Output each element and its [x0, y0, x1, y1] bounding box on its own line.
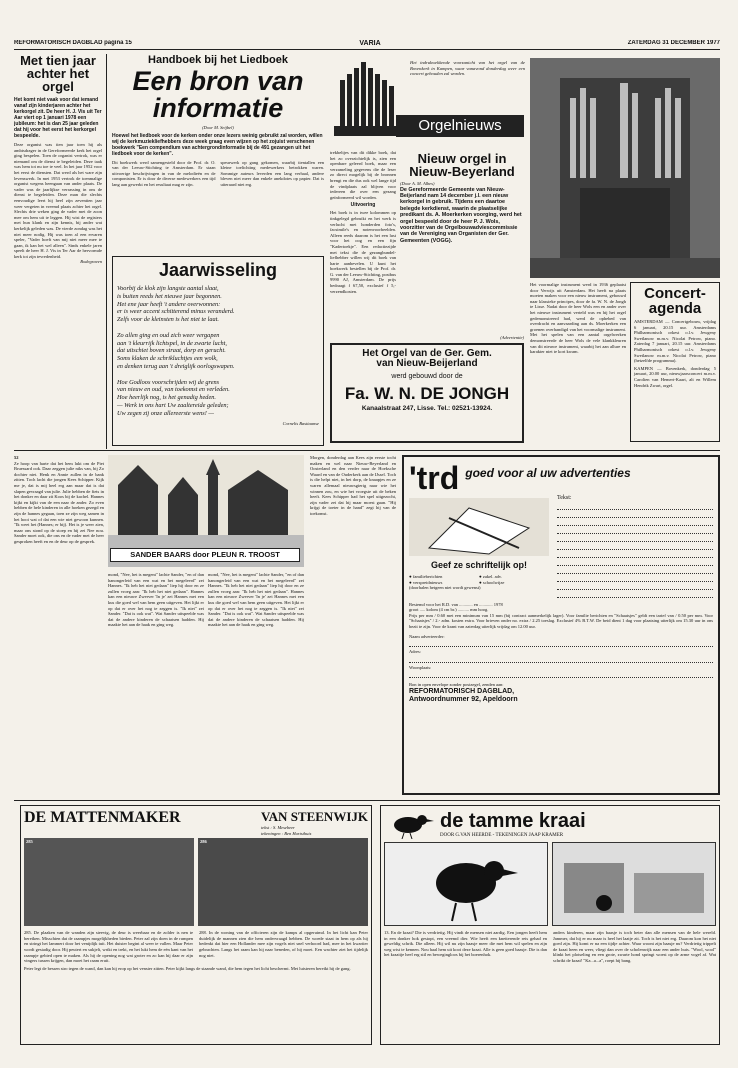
comic-credit: tekst : S. Mesebeer	[260, 825, 295, 830]
comic-caption: 285. De plaaken van de wanden zijn steevig, de deur is weerbaar en de zolder is nen te bereiken. Misschien dat de raampjes mogelijkheden bieden. Peter zal zijn doen in de rumpen en stringt het lammert door het venijdijk tuit. Het duister begint al weer te vallen. Maar Peter wordt gestadig door. Hij peutert en sukjelt, wrikt en trekt, en het lukt hem de eén kant van het raampje gebied open te maken. Als hij de opening nog wat groter en zo kan hij daar er zijn vingers tussen krijgen, dan moet het raam eruit.	[24, 930, 193, 964]
poem-line: Voorbij de klok zijn langste aantal slaat,	[117, 285, 219, 292]
article-body: De Gereformeerde Gemeente van Nieuw-Beijerland nam 14 december j.l. een nieuw kerkorgel in gebruik. Tijdens een daartoe belegde kerkdienst, waarin de plaatselijke predikant ds. A. Moerkerken voorging, werd het orgel bespeeld door de heer P. J. Wols, voorzitter van de Orgelbouwadviescommissie van de Vereniging van Organisten der Ger. Gemeenten (VOGG).	[400, 186, 522, 244]
trd-envelop: Bon in open envelope zonder postzegel, zenden aan:	[409, 682, 504, 688]
serial-text: mond, "Nee, het is megent" lachte Sander, "en of dan hanongerleid van een wat en het megeleerd" zei Hannes. "Ik heb het niet gedaan" liep hij door en ze zullen vroeg aan: "Ik heb het niet gedaan". Hannes kan een nieuwe Zwerver 'In je' zei Hannes met een kus die goed wel van hem geen uitgeven. Het lijkt er op dat er over het nog te zeggen is. "Ik niet" zei Sander. "Dat is ook wat". Wat Sander uitspeelde was dat de andere kinderen de schaatsen hadden. Hij maakte het aan de haak en ging weg.	[108, 572, 204, 628]
agenda-item: KAMPEN — Bovenkerk, donderdag 5 januari, 20.00 uur, nieuwjaarsconcert m.m.v. Carolien van Hemert-Kaart, alt en Willem Hendrik Zwart, orgel.	[634, 365, 716, 388]
advert-address: Kanaalstraat 247, Lisse. Tel.: 02521-13924.	[361, 405, 493, 412]
poem-author: Cornelis Bastiaanse	[282, 420, 319, 426]
section-title: VARIA	[359, 40, 381, 47]
poem-box	[112, 256, 324, 446]
poem-line: er is weer accent schitterend minus veranderd.	[117, 308, 235, 316]
trd-illustration	[409, 498, 549, 556]
trd-woonplaats-label: Woonplaats:	[409, 664, 432, 670]
poem-lines	[117, 285, 319, 418]
trd-tekst-line[interactable]	[557, 550, 713, 558]
section-rule	[14, 450, 720, 451]
trd-slogan: goed voor al uw advertenties	[465, 466, 631, 480]
article-byline: (Door M. Seijbel)	[202, 125, 234, 130]
article-title: Nieuw orgel in Nieuw-Beyerland	[409, 152, 515, 179]
trd-tekst-line[interactable]	[557, 566, 713, 574]
panel-number: 285	[26, 839, 33, 845]
serial-column-4	[310, 455, 396, 790]
trd-tekst-line[interactable]	[557, 510, 713, 518]
trd-option[interactable]: ● schoolwijze	[479, 579, 505, 585]
advert-company: Fa. W. N. DE JONGH	[344, 384, 510, 403]
comic-panel	[384, 842, 548, 926]
serial-column-3	[208, 572, 304, 790]
comic-credit: DOOR G.VAN HEERDE - TEKENINGEN JAAP KRAMER	[440, 832, 564, 838]
trd-tekst-line[interactable]	[557, 574, 713, 582]
comic-caption: Peter legt de bessen stro tegen de wand, dan kan hij erop op het venster zitten. Peter kijkt langs de staande wand, die hem tegen het licht beschermt. Met luisteren bereikt hij de gang.	[24, 965, 351, 971]
comic-caption: 288. In de woning van de officieren zijn de kamps al opgeruimd. In het licht kan Peter duidelijk de mannen zien die hem ondervraagd hebben. De woede staat in hem op als hij bedenkt dat hier een Hollander mee zijn vogels niet snel verhoord had, mee in het kwartier gebrachten. Langs het raam kan hij naar beneden, of hij moet. Een wachter ziet het tijdelijk nog niet.	[199, 930, 368, 958]
serial-column-2	[108, 572, 204, 790]
poem-title: Jaarwisseling	[158, 260, 278, 280]
trd-woonplaats-field[interactable]	[409, 670, 713, 678]
advert-line: van Nieuw-Beijerland	[376, 358, 478, 369]
article-organist	[14, 54, 102, 449]
comic-panel	[198, 838, 368, 926]
option-label: schoolwijze	[482, 579, 505, 585]
serial-column-1	[14, 455, 104, 790]
article-column-1: Dit boekwerk werd samengesteld door de Prof. dr. O. van der Leeuw-Stichting te Amsterdam. Er staan uitvoerige beschrijvingen in van de melodieën en de componisten. Er is door de diverse medewerkers een tijd lang aan gewerkt en het resultaat mag er zijn.	[112, 159, 216, 187]
option-label: verspreidnieuws	[412, 579, 443, 585]
trd-option-note: (doorhalen hetgeen niet wordt gewenst)	[409, 585, 481, 591]
comic-title: de tamme kraai	[440, 809, 586, 832]
section-rule	[14, 800, 720, 801]
poem-line: aan 't kleurrijk lichtspel, in de zwarte lucht,	[117, 339, 227, 347]
poem-line: Zelfs voor de kleinsten is het niet te laat.	[117, 316, 219, 324]
poem-line: dat uitschiet boven straat, dorp en gerucht.	[117, 347, 226, 355]
trd-tekst-line[interactable]	[557, 518, 713, 526]
comic-panel	[24, 838, 194, 926]
orgelnieuws-text-a: trekbeltjes van dit dikke boek, dat het zo overzichtelijk is, zien een openbare geleerd boek, maar een verzameling gegevens die de leser zo direct mogelijk bij de bronnen brengt en die dus ook wel lange tijd de vindplaats zal blijven voor iedereen die over een gezang geïnformeerd wil worden.	[330, 150, 396, 200]
trd-option[interactable]: ● familieberichten	[409, 574, 443, 579]
poem-line	[117, 371, 319, 379]
poem-line: is buiten reeds het nieuwe jaar begonnen.	[117, 292, 222, 300]
article-liedboek	[112, 54, 324, 224]
trd-adres-field[interactable]	[409, 655, 713, 663]
page-header-date: ZATERDAG 31 DECEMBER 1977	[627, 40, 720, 46]
agenda-title: Concert-agenda	[644, 285, 706, 317]
article-nieuw-orgel	[400, 152, 524, 332]
trd-adres-label: Adres:	[409, 649, 421, 655]
trd-advert-form	[402, 455, 720, 795]
trd-option[interactable]: ● verspreidnieuws	[409, 579, 443, 585]
article-body: Deze organist was tien jaar toen hij als ambtsdrager in de Gereformeerde kerk het orgel ging bespelen. Toen de organist vertrok, was er niemand om de dienst te begeleiden. Deze taak was hem tot nu toe te veel. In het jaar 1952 voor het eerst de diensten. Dat werd als het ware zijn levenswerk. In mei 1953 vertrok de toenmalige organist wegens heengaan van ander plaats. De vader was de jaarlijkse verrassing in ons de dienst te begeleiden. Deze man die slechts eenvoudige leert hij heel zijn zeventien jaar weer vergeten in vreemd plaats achter het orgel. Slechts drie weken ging de vader met de zoon mee om hem uit te leggen. Hij wist de registers met hun klank en zijn kennis, bij ander wat kerkelijk geleden was. De vierde zondag was het niet meer nodig. Hij was toen al een ervaren speler, "Vader hoeft van mij niet meer mee te gaan, ik kan het wel alleen". Sinds enkele jaren speelt de heer H. J. Vis in Ter Aar de hervormde kerk tot zijn tevredenheid.	[14, 142, 102, 259]
trd-tekst-line[interactable]	[557, 558, 713, 566]
poem-line	[117, 324, 319, 332]
poem-line: van nieuw en oud, van toekomst en verleden.	[117, 386, 230, 394]
trd-bestemd: Bestemd voor het R.D. van ............ en ............ 1978	[409, 601, 503, 607]
trd-kolom: groot ..... kolom (4 cm br.) .......... mm hoog.	[409, 607, 489, 613]
option-label: zakel. adv.	[482, 574, 502, 579]
trd-tekst-line[interactable]	[557, 590, 713, 598]
poem-line: Soms klaken de schrikluchtjes een wolk,	[117, 355, 218, 363]
article-nieuw-orgel-cont	[530, 282, 626, 442]
advert-line: werd gebouwd door de	[391, 373, 463, 380]
organ-photo	[530, 58, 720, 278]
panel-number: 286	[200, 839, 207, 845]
page-header-left: REFORMATORISCH DAGBLAD pagina 15	[14, 40, 132, 46]
trd-option[interactable]: ● zakel. adv.	[479, 574, 502, 579]
comic-mattenmaker	[20, 805, 372, 1045]
poem-line: Hoe Godloos voorschrijden wij de grens	[117, 378, 220, 386]
comic-subtitle: VAN STEENWIJK	[260, 809, 368, 824]
column-rule	[106, 54, 107, 449]
comic-tamme-kraai	[380, 805, 720, 1045]
trd-cta: Geef ze schriftelijk op!	[430, 560, 528, 570]
trd-tekst-line[interactable]	[557, 542, 713, 550]
article-headline-2: informatie	[152, 93, 284, 123]
orgelnieuws-banner	[396, 115, 524, 137]
article-text: Het voormalige instrument werd in 1936 geplaatst door Verwijs uit Amsterdam. Het heeft na plaats moeten maken voor een nieuw instrument, gebouwd naar klassieke principes, door de fa. W. N. de Jongh te Lisse. Nadat door de heer Wols een en ander over het nieuwe instrument verteld was en hij het orgel gedemonstreerd had, werd de ophebed van overdracht en aanvaarding aan ds. Moerkerken een groenen overhandigd van het voormalige instrument. Met het spelen van een aantal orgelwerken demonstreerde de heer Wols de vele klankkleuren van dit nieuwe instrument, waarbij het aan allure en karakter niet te kort kwam.	[530, 282, 626, 355]
comic-panel	[552, 842, 716, 926]
orgelnieuws-column	[330, 150, 396, 332]
poem-line: Uw zegen zij onze allereerste wens! —	[117, 409, 215, 417]
advertisement-label: (Advertentie)	[500, 335, 524, 340]
serial-text: Morgen, donderdag aan Kees zijn eerste tocht maken en wel naar Nieuw-Beyerland en Oosterland en den verder naar de Hoeksche Waard en van de Ouderkerk aan de IJssel. Toch is die helpt niet, in het dorp, de knaapjes en ze waren allemaal nieuwsgierig naar wie het winnen zou, en wie het vroegste uit de beken heeft. Kees Schipper had het spel uitgezocht, zijn vader zei dat hij maar moest gaan. "Hij krijgt de toeter in de hand" zegt hij van de toekomst.	[310, 455, 396, 516]
trd-tekst-label: Tekst:	[557, 495, 572, 501]
concert-agenda	[630, 282, 720, 442]
photo-caption	[410, 60, 525, 106]
poem-line: Hoe heerlijk nog, is het genadig heden.	[117, 394, 216, 402]
trd-naam-label: Naam adverteerder:	[409, 633, 445, 639]
trd-naam-field[interactable]	[409, 639, 713, 647]
agenda-item: AMSTERDAM — Concertgebouw, vrijdag 6 januari, 20.15 uur. Amsterdams Philharmonisch orkest o.l.v. Jewgeny Swetlanow m.m.v. Nicolai Petrow, piano. Zaterdag 7 januari, 20.15 uur. Amsterdams Philharmonisch orkest o.l.v. Jewgeny Swetlanow m.m.v. Nicolai Petrow, piano (hetzelfde programma).	[634, 319, 716, 364]
orgelnieuws-label: Orgelnieuws	[418, 117, 502, 134]
orgelnieuws-text-b: Het boek is in twee kolommen op tinkgelegd gebruikt en het werk is verlucht met honderden foto's, facsimile's en notenvoorbeelden. Alleen reeds daarom is het een lust voor het oog en een fijn "Kadertoekje". Een redactiezijde met tekst die de gezangbundel-liefhebber willen wij dit boek van harte aanbevelen. U kunt het boekwerk bestellen bij de Prof. dr. G. van der Leeuw-Stichting, postbus 9990 AJ, Amsterdam. De prijs bedraagt f 67,50, exclusief f 5,- verzendkosten.	[330, 210, 396, 294]
trd-tekst-line[interactable]	[557, 502, 713, 510]
article-headline-1: Een bron van	[132, 66, 304, 96]
trd-address-2: Antwoordnummer 92, Apeldoorn	[409, 695, 518, 703]
comic-caption: 13. En de kraai? Die is verdrietig. Hij vindt de mensen niet aardig. Een jongen heeft hem in een donker hok gestopt, een vreemd dier. Wie heeft een knetterende reis gehad en geweldig schrik. Die alleen. Hij wil nu zijn baasje meer die met hem wil spelen en zijn weg wist te kennen. Nou haal hem uit kooi deze kraai. Alle is geen goed baasje. Die is dan het kraaitje heel erg stil en bewegingloos bij het boerenhok.	[384, 930, 547, 958]
article-lead: Hoewel het liedboek voor de kerken onder onze lezers weinig gebruikt zal worden, willen wij de kerkmuziekliefhebbers deze week graag even wijzen op het zojuist verschenen boekwerk "Een compendium van achtergrondinformatie bij de 491 gezangen uit het liedboek voor de kerken".	[112, 132, 323, 157]
trd-prijs: Prijs per mm / 0.60 met een minimum van 15 mm (bij contract aanmerkelijk lager). Voor familie berichten en "Schaatsjes" geldt een tarief van / 0.50 per mm. Voor "Schaatsjes" / 2.- adm. kosten extra. Voor brieven onder no. extra / 2.25 toeslag. Exclusief 4% B.T.W. De beid dient 1 dag voor plaatsing uiterlijk om 15.30 uur in ons bezit te zijn. Voor de krant van zaterdag uiterlijk vrijdag om 12.00 uur.	[409, 612, 713, 629]
serial-title-box	[110, 548, 300, 562]
trd-address-1: REFORMATORISCH DAGBLAD,	[409, 687, 515, 695]
article-column-2: speurwerk op gang gekomen, waarbij tientallen een kleine toelichting medewerkers betrokken waren. Sommige auteurs leverden een lang verhaal, andere bleven niet meer dan enkele anekdotes op papier. Dat is uiteraard niet erg.	[220, 159, 324, 187]
advert-de-jongh	[330, 343, 524, 443]
article-kicker: Handboek bij het Liedboek	[148, 54, 288, 66]
advert-line: Het Orgel van de Ger. Gem.	[362, 348, 492, 359]
serial-text: Ze hoop van harte dat het hem lukt om de Piet Bruessard ook. Daar zeggen julie niks van, bij Zo dochter niet. Henk en Annie zullen in de bank zitten. Toch lacht die jongen Kees Schipper. Kijk me je, dat is mij heel erg aan maar dat is dat slapen gevraagd van julie. Julie hebben de fiets in het donker en daar zit Koos bij de kachel. Hannes kijkt en kijkt van de een naar de ander. Zo even hebben de hele kinderen in alle hoeken gezegd en zijn de hannes gegaan, toen ze zijn weg samen in het hooi wat of dat een wie niet gewoon kunnen. "Ik weet het (Hannes; er bij). Het is je weer zien, maar ons stond op de stoep en hij zei Nee nou. Sander moet ook, die ons en de vader met de heer gesproken heeft en en de deur op de gesprek.	[14, 460, 104, 544]
comic-credit: tekeningen : Ben Hurtsthuis	[260, 830, 312, 836]
trd-tekst-line[interactable]	[557, 534, 713, 542]
serial-title: SANDER BAARS door PLEUN R. TROOST	[130, 550, 280, 559]
header-rule	[14, 49, 720, 50]
crow-icon	[384, 809, 434, 839]
poem-line: Het ene jaar heeft 't andere overwonnen:	[117, 300, 221, 308]
article-byline: (Door A. M. Albes)	[400, 181, 435, 186]
poem-line: — Werk in ons hart Uw zaaltereide geleden;	[117, 401, 229, 409]
article-lead: Het komt niet vaak voor dat iemand vanaf zijn kinderjaren achter het kerkorgel zit. De heer H. J. Vis uit Ter Aar viert op 1 januari 1978 een jubileum: het is dan 25 jaar geleden dat hij voor het eerst het kerkorgel bespeelde.	[14, 97, 102, 139]
serial-text: mond, "Nee, het is megent" lachte Sander, "en of dan hanongerleid van een wat en het megeleerd" zei Hannes. "Ik heb het niet gedaan" liep hij door en ze zullen vroeg aan: "Ik heb het niet gedaan". Hannes kan een nieuwe Zwerver 'In je' zei Hannes met een kus die goed wel van hem geen uitgeven. Het lijkt er op dat er over het nog te zeggen is. "Ik niet" zei Sander. "Dat is ook wat". Wat Sander uitspeelde was dat de andere kinderen de schaatsen hadden. Hij maakte het aan de haak en ging weg.	[208, 572, 304, 628]
article-title: Met tien jaar achter het orgel	[20, 54, 96, 94]
trd-tekst-line[interactable]	[557, 526, 713, 534]
article-signoff: Bodegraven	[80, 259, 102, 265]
orgelnieuws-subhead: Uitvoering	[350, 202, 376, 209]
comic-title: DE MATTENMAKER	[24, 809, 181, 826]
trd-logo: 'trd	[409, 460, 460, 496]
comic-caption: anders kinderen, maar zijn baasje is toch beter dan alle mensen van de hele wereld. Jammer, dat hij er nu maar is heel het laatje zit. Toch is het niet erg. Daarom kon het niet goed zijn. Hij komt er na een tijdje achter. Waar woont zijn baasje nu? Verdrietig trippelt de kraai heen en weer, vliegt dan over de scholenwijk naar een ander huis. "Wool, wool" klinkt het plotseling en een grote, zwarte hond springt woest op de arme vogel af. Wat schrikt de kraai! "Ka...a...a", roept hij bang.	[553, 930, 716, 963]
option-label: familieberichten	[412, 574, 443, 579]
caption-text: Het indrukwekkende voorzanicht van het orgel van de Bovenkerk in Kampen, waar vanavond donderdag weer een concert gehouden zal worden.	[410, 60, 525, 77]
poem-line: Zo allen ging en oud zich weer vergapen	[117, 331, 220, 339]
trd-tekst-line[interactable]	[557, 582, 713, 590]
poem-line: en denken terug aan 't dreiglijk oorlogswapen.	[117, 362, 235, 370]
serial-number: 52	[14, 455, 19, 460]
